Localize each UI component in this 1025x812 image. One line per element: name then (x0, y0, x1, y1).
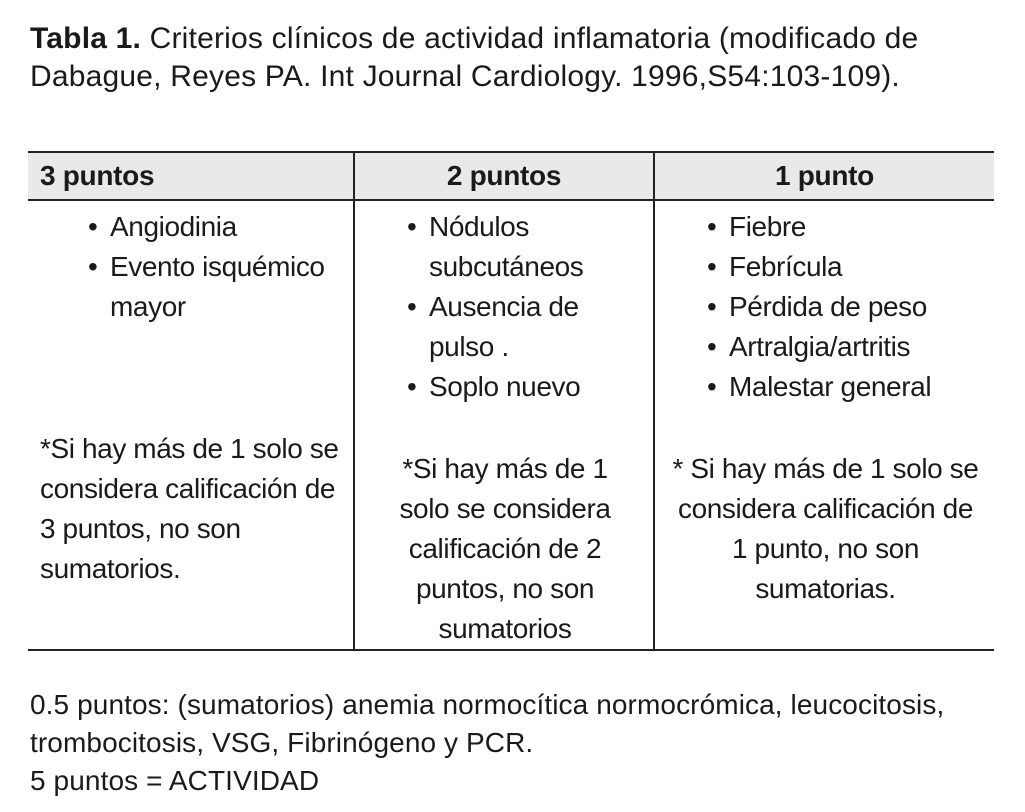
header-1-punto: 1 punto (654, 152, 994, 200)
list-item: • Fiebre (707, 207, 984, 247)
list-item: • Nódulos subcutáneos (407, 207, 599, 287)
column-1-punto (654, 200, 994, 650)
column-note: *Si hay más de 1 solo se considera calificación de 2 puntos, no son sumatorios (399, 453, 611, 644)
header-row (28, 152, 994, 200)
list-item: • Soplo nuevo (407, 367, 643, 407)
footnote-line-scoring: 0.5 puntos: (sumatorios) anemia normocítica normocrómica, leucocitosis, trombocitosis, VSG, Fibrinógeno y PCR. (30, 689, 945, 758)
table-body (28, 200, 994, 650)
caption-label: Tabla 1. (30, 22, 142, 55)
column-3-puntos (28, 200, 354, 650)
list-item: • Malestar general (707, 367, 984, 407)
caption-text: Criterios clínicos de actividad inflamatoria (modificado de Dabague, Reyes PA. Int Journal Cardiology. 1996,S54:103-109). (30, 22, 919, 93)
table-footnote (30, 686, 1000, 800)
footnote-line-activity: 5 puntos = ACTIVIDAD (30, 765, 320, 796)
header-3-puntos: 3 puntos (28, 152, 354, 200)
header-2-puntos: 2 puntos (354, 152, 654, 200)
table-caption (30, 20, 1000, 96)
column-note: * Si hay más de 1 solo se considera calificación de 1 punto, no son sumatorias. (672, 453, 979, 604)
column-2-puntos (354, 200, 654, 650)
criteria-list (407, 207, 643, 407)
list-item: • Febrícula (707, 247, 984, 287)
criteria-table (28, 151, 994, 651)
table-header (28, 152, 994, 200)
list-item: • Ausencia de pulso . (407, 287, 599, 367)
criteria-table-container (28, 151, 994, 645)
column-note: *Si hay más de 1 solo se considera calificación de 3 puntos, no son sumatorios. (40, 433, 339, 584)
list-item: • Artralgia/artritis (707, 327, 984, 367)
list-item: • Angiodinia (88, 207, 343, 247)
criteria-list (707, 207, 984, 407)
criteria-list (88, 207, 343, 327)
list-item: • Pérdida de peso (707, 287, 984, 327)
list-item: • Evento isquémico mayor (88, 247, 340, 327)
table-row (28, 200, 994, 650)
